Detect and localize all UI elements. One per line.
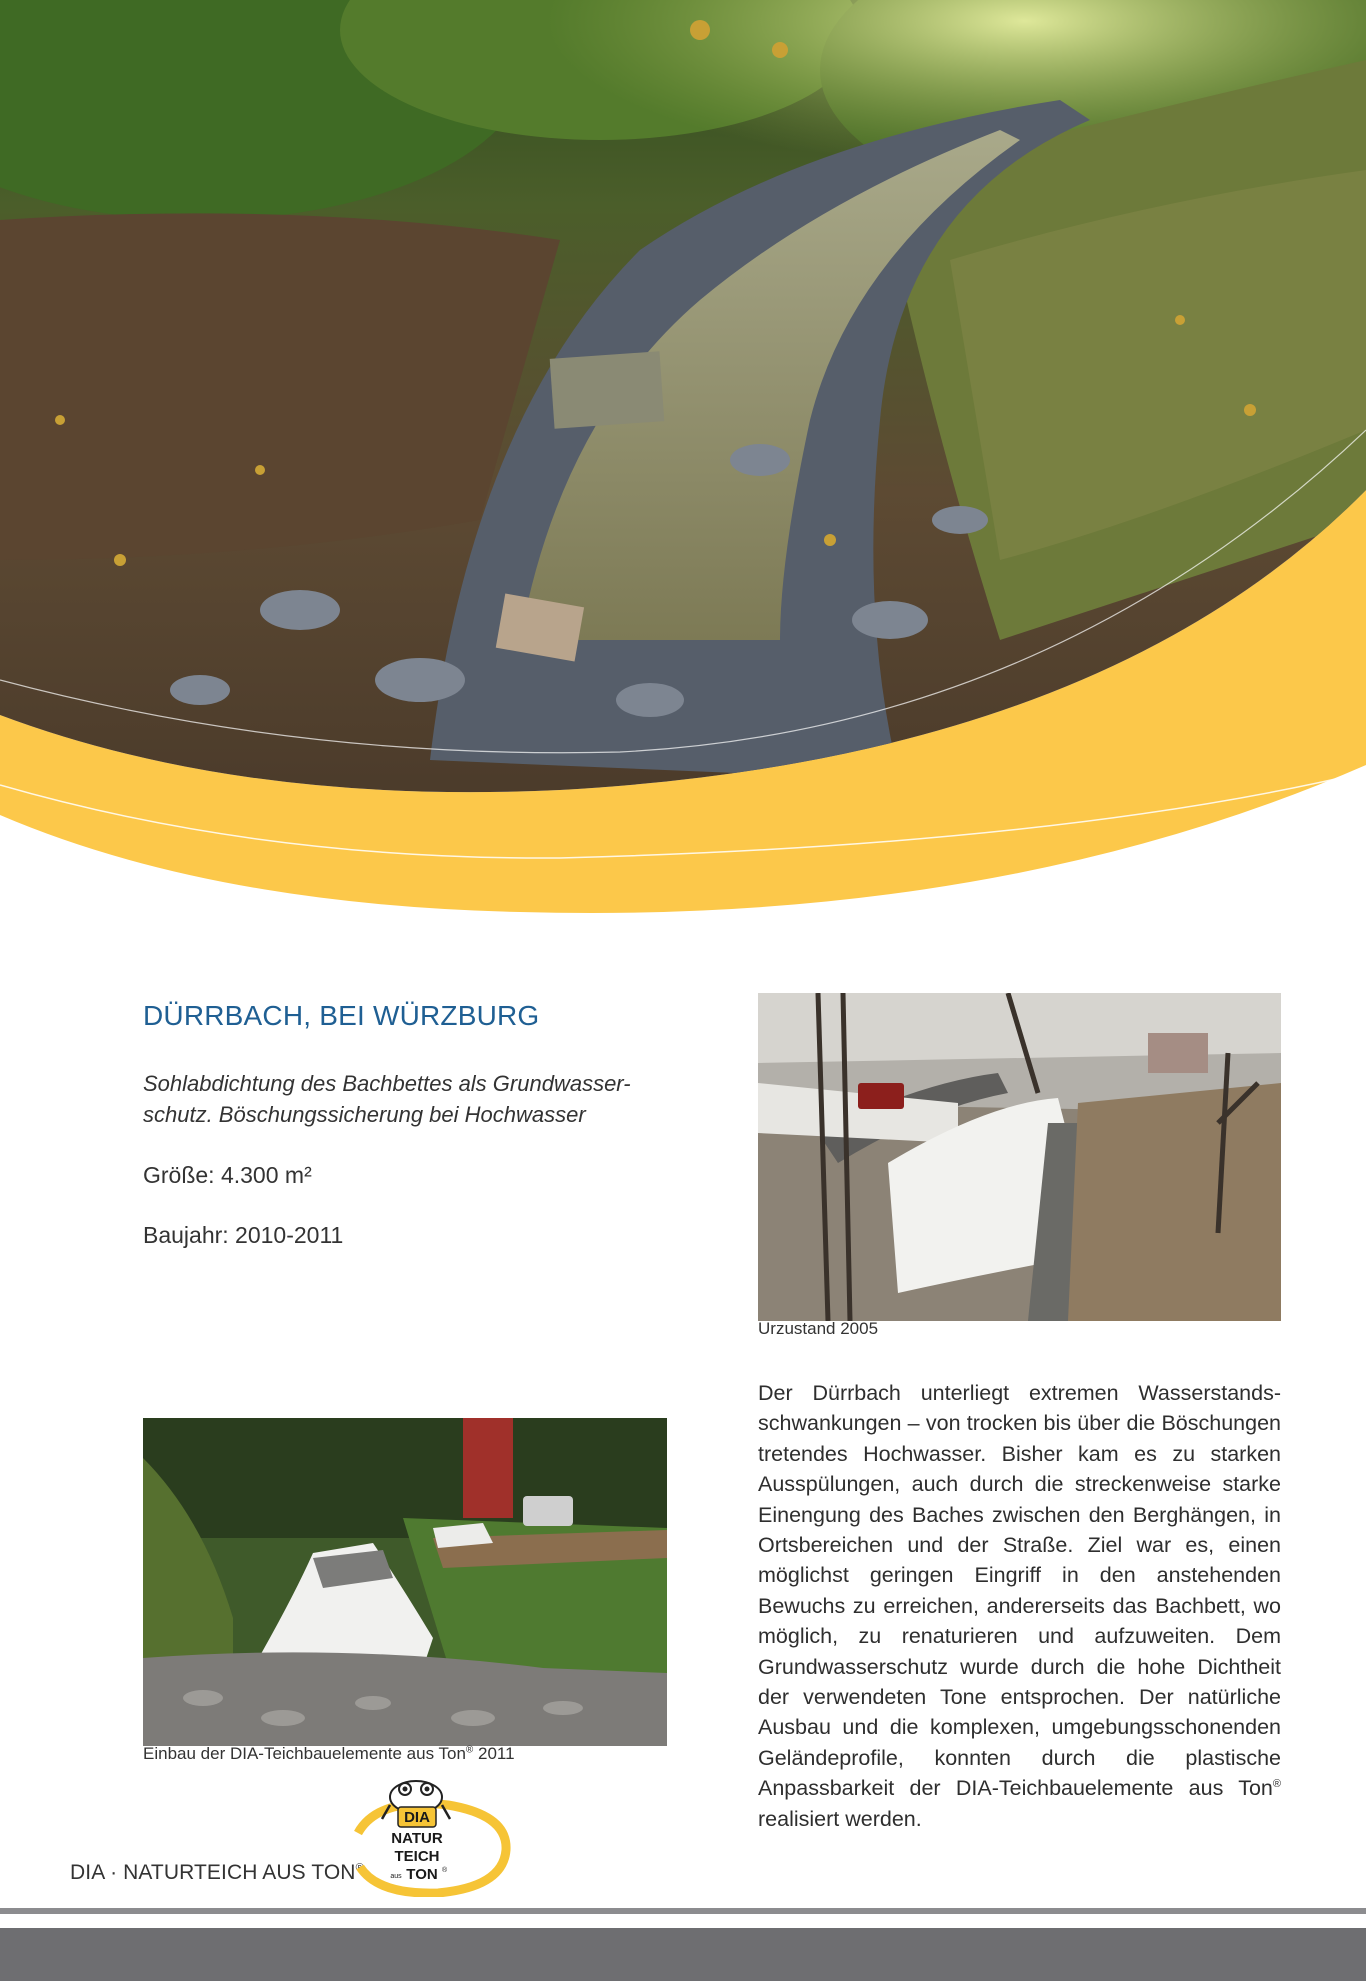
installation-photo (143, 1418, 667, 1746)
logo-registered-mark: ® (442, 1867, 448, 1874)
brand-tagline-text: DIA · NATURTEICH AUS TON (70, 1861, 356, 1884)
registered-mark: ® (1272, 1778, 1281, 1791)
before-photo-caption: Urzustand 2005 (758, 1319, 879, 1338)
installation-caption-text: Einbau der DIA-Teichbauelemente aus Ton (143, 1744, 466, 1763)
logo-natur: NATUR (391, 1830, 443, 1847)
brand-tagline (70, 1861, 364, 1885)
logo-teich: TEICH (394, 1848, 440, 1865)
installation-caption-year: 2011 (473, 1744, 515, 1763)
project-subtitle: Sohlabdichtung des Bachbettes als Grundwasser-schutz. Böschungssicherung bei Hochwasser (143, 1071, 631, 1127)
installation-photo-caption (143, 1744, 515, 1764)
description-text-end: realisiert werden. (758, 1806, 922, 1831)
description-text: Der Dürrbach unterliegt extremen Wasserstands-schwankungen – von trocken bis über die Böschungen tretendes Hochwasser. Bisher kam es zu starken Ausspülungen, auch durch die streckenweise starke Einengung des Baches zwischen den Berghängen, in Ortsbereichen und der Straße. Ziel war es, einen möglichst geringen Eingriff in den anstehenden Bewuchs zu erreichen, andererseits das Bachbett, wo möglich, zu renaturieren und aufzuweiten. Dem Grundwasserschutz wurde durch die hohe Dichtheit der verwendeten Tone entsprochen. Der natürliche Ausbau und die komplexen, umgebungsschonenden Geländeprofile, konnten durch die plastische Anpassbarkeit der DIA-Teichbauelemente aus Ton (758, 1381, 1281, 1801)
logo-aus: aus (390, 1873, 402, 1880)
project-size: Größe: 4.300 m² (143, 1162, 312, 1188)
project-title: DÜRRBACH, BEI WÜRZBURG (143, 1000, 540, 1031)
footer-bar (0, 1928, 1366, 1981)
hero-photo (0, 0, 1366, 920)
logo-ton: TON (406, 1866, 438, 1883)
logo-dia: DIA (404, 1809, 430, 1826)
registered-mark: ® (355, 1862, 364, 1874)
before-photo (758, 993, 1281, 1321)
dia-logo (338, 1775, 514, 1897)
registered-mark: ® (465, 1744, 474, 1756)
project-description (758, 1378, 1281, 1834)
footer-divider (0, 1908, 1366, 1914)
project-year: Baujahr: 2010-2011 (143, 1222, 344, 1248)
